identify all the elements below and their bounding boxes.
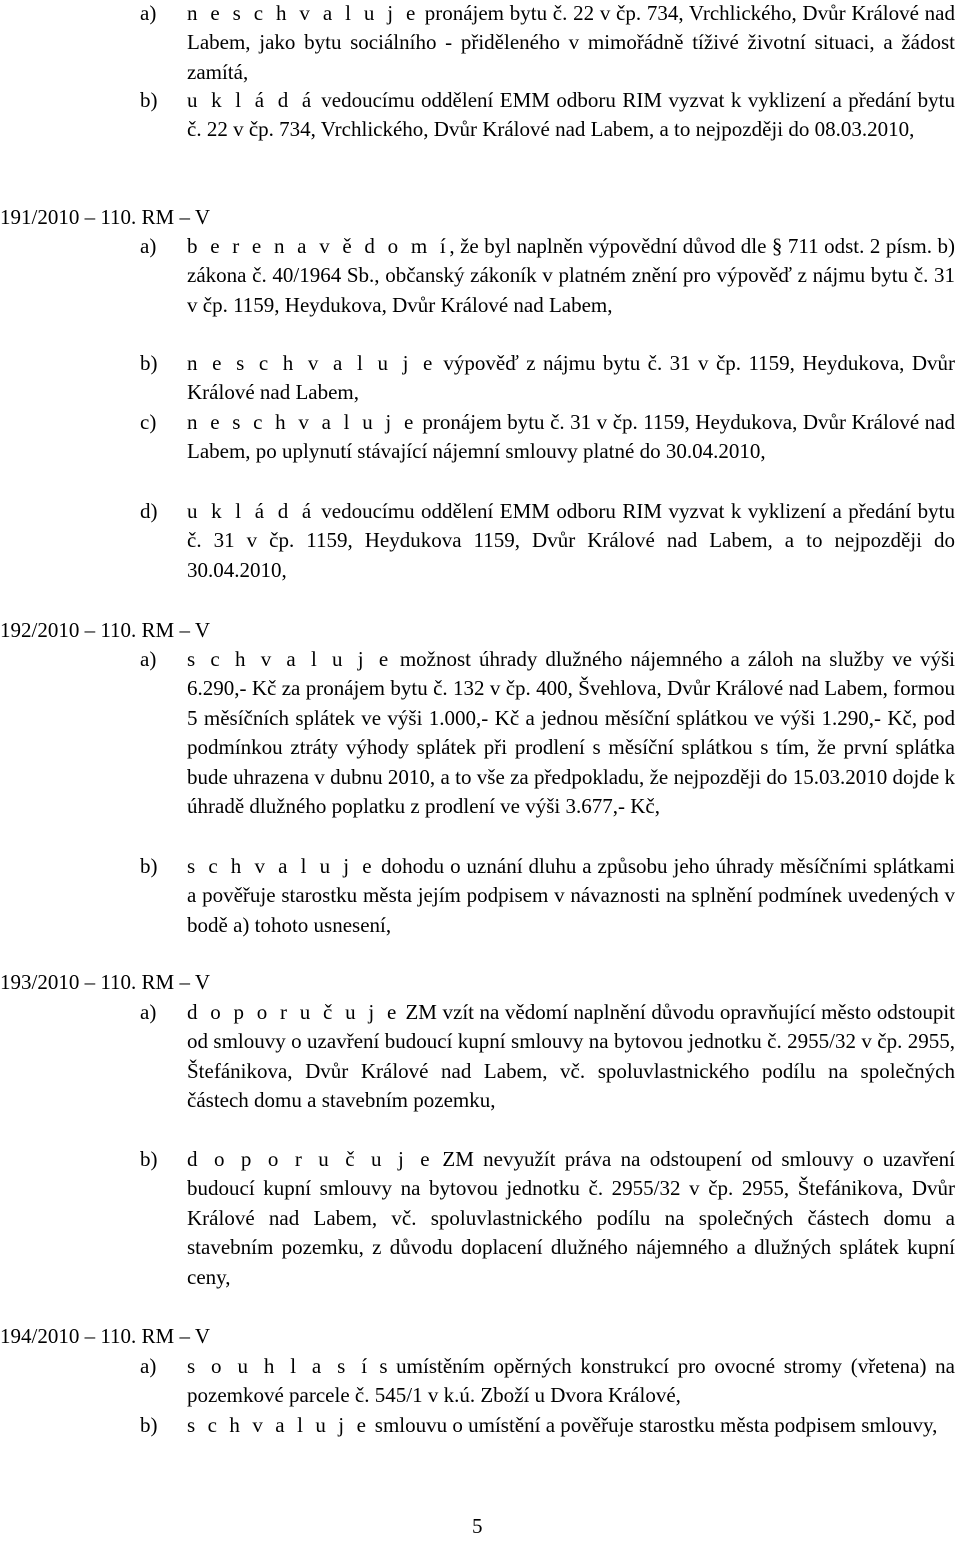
resolution-item (140, 1411, 955, 1440)
resolution-keyword: n e s c h v a l u j e (187, 410, 417, 434)
item-text: vedoucímu oddělení EMM odboru RIM vyzvat k vyklizení a předání bytu č. 22 v čp. 734, Vrchlického, Dvůr Králové nad Labem, a to nejpozději do 08.03.2010, (187, 88, 955, 142)
resolution-keyword: s c h v a l u j e (187, 854, 376, 878)
item-text: pronájem bytu č. 22 v čp. 734, Vrchlického, Dvůr Králové nad Labem, jako bytu sociálního - přiděleného v mimořádně tíživé životní situaci, a žádost zamítá, (187, 1, 955, 84)
resolution-item (140, 645, 955, 821)
resolution-keyword: u k l á d á (187, 88, 315, 112)
resolution-heading: 193/2010 – 110. RM – V (0, 970, 211, 994)
item-text: , že byl naplněn výpovědní důvod dle § 711 odst. 2 písm. b) zákona č. 40/1964 Sb., občanský zákoník v platném znění pro výpověď z nájmu bytu č. 31 v čp. 1159, Heydukova, Dvůr Králové nad Labem, (187, 234, 955, 317)
resolution-item (140, 1352, 955, 1411)
item-label: b) (140, 1413, 158, 1437)
item-text: ZM vzít na vědomí naplnění důvodu opravňující město odstoupit od smlouvy o uzavření budoucí kupní smlouvy na bytovou jednotku č. 2955/32 v čp. 2955, Štefánikova, Dvůr Králové nad Labem, vč. spoluvlastnického podílu na společných částech domu a stavebním pozemku, (187, 1000, 955, 1113)
resolution-keyword: n e s c h v a l u j e (187, 1, 419, 25)
resolution-keyword: s o u h l a s í (187, 1354, 371, 1378)
item-text: možnost úhrady dlužného nájemného a záloh na služby ve výši 6.290,- Kč za pronájem bytu č. 132 v čp. 400, Švehlova, Dvůr Králové nad Labem, formou 5 měsíčních splátek ve výši 1.000,- Kč a jednou měsíční splátkou ve výši 1.290,- Kč, pod podmínkou ztráty výhody splátek při prodlení s měsíční splátkou s tím, že první splátka bude uhrazena v dubnu 2010, a to vše za předpokladu, že nejpozději do 15.03.2010 dojde k úhradě dlužného poplatku z prodlení ve výši 3.677,- Kč, (187, 647, 956, 819)
resolution-keyword: s c h v a l u j e (187, 1413, 370, 1437)
item-label: a) (140, 234, 157, 258)
item-label: b) (140, 1147, 158, 1171)
resolution-keyword: u k l á d á (187, 499, 315, 523)
resolution-item (140, 1145, 955, 1292)
resolution-item (140, 497, 955, 585)
resolution-keyword: b e r e n a v ě d o m í (187, 234, 450, 258)
resolution-item (140, 349, 955, 408)
item-label: b) (140, 88, 158, 112)
resolution-keyword: s c h v a l u j e (187, 647, 392, 671)
item-label: d) (140, 499, 158, 523)
resolution-keyword: d o p o r u č u j e (187, 1000, 400, 1024)
resolution-item (140, 852, 955, 940)
item-text: pronájem bytu č. 31 v čp. 1159, Heydukova, Dvůr Králové nad Labem, po uplynutí stávající nájemní smlouvy platné do 30.04.2010, (187, 410, 955, 464)
item-text: výpověď z nájmu bytu č. 31 v čp. 1159, Heydukova, Dvůr Králové nad Labem, (187, 351, 955, 405)
resolution-item (140, 232, 955, 320)
item-text: s umístěním opěrných konstrukcí pro ovocné stromy (vřetena) na pozemkové parcele č. 545/1 v k.ú. Zboží u Dvora Králové, (187, 1354, 955, 1408)
resolution-keyword: d o p o r u č u j e (187, 1147, 434, 1171)
item-label: a) (140, 1000, 157, 1024)
item-text: smlouvu o umístění a pověřuje starostku města podpisem smlouvy, (369, 1413, 938, 1437)
item-label: c) (140, 410, 157, 434)
resolution-item (140, 0, 955, 87)
item-label: b) (140, 854, 158, 878)
item-label: b) (140, 351, 158, 375)
resolution-item (140, 998, 955, 1116)
resolution-keyword: n e s c h v a l u j e (187, 351, 436, 375)
page-number: 5 (472, 1514, 483, 1538)
item-text: dohodu o uznání dluhu a způsobu jeho úhrady měsíčními splátkami a pověřuje starostku města jejím podpisem v návaznosti na splnění podmínek uvedených v bodě a) tohoto usnesení, (187, 854, 955, 937)
item-label: a) (140, 1, 157, 25)
resolution-item (140, 86, 955, 145)
resolution-heading: 194/2010 – 110. RM – V (0, 1324, 211, 1348)
resolution-heading: 191/2010 – 110. RM – V (0, 205, 211, 229)
resolution-heading: 192/2010 – 110. RM – V (0, 618, 211, 642)
item-label: a) (140, 1354, 157, 1378)
resolution-item (140, 408, 955, 467)
item-label: a) (140, 647, 157, 671)
item-text: ZM nevyužít práva na odstoupení od smlouvy o uzavření budoucí kupní smlouvy na bytovou jednotku č. 2955/32 v čp. 2955, Štefánikova, Dvůr Králové nad Labem, vč. spoluvlastnického podílu na společných částech domu a stavebním pozemku, z důvodu doplacení dlužného nájemného a dlužných splátek kupní ceny, (187, 1147, 955, 1289)
item-text: vedoucímu oddělení EMM odboru RIM vyzvat k vyklizení a předání bytu č. 31 v čp. 1159, Heydukova 1159, Dvůr Králové nad Labem, a to nejpozději do 30.04.2010, (187, 499, 955, 582)
